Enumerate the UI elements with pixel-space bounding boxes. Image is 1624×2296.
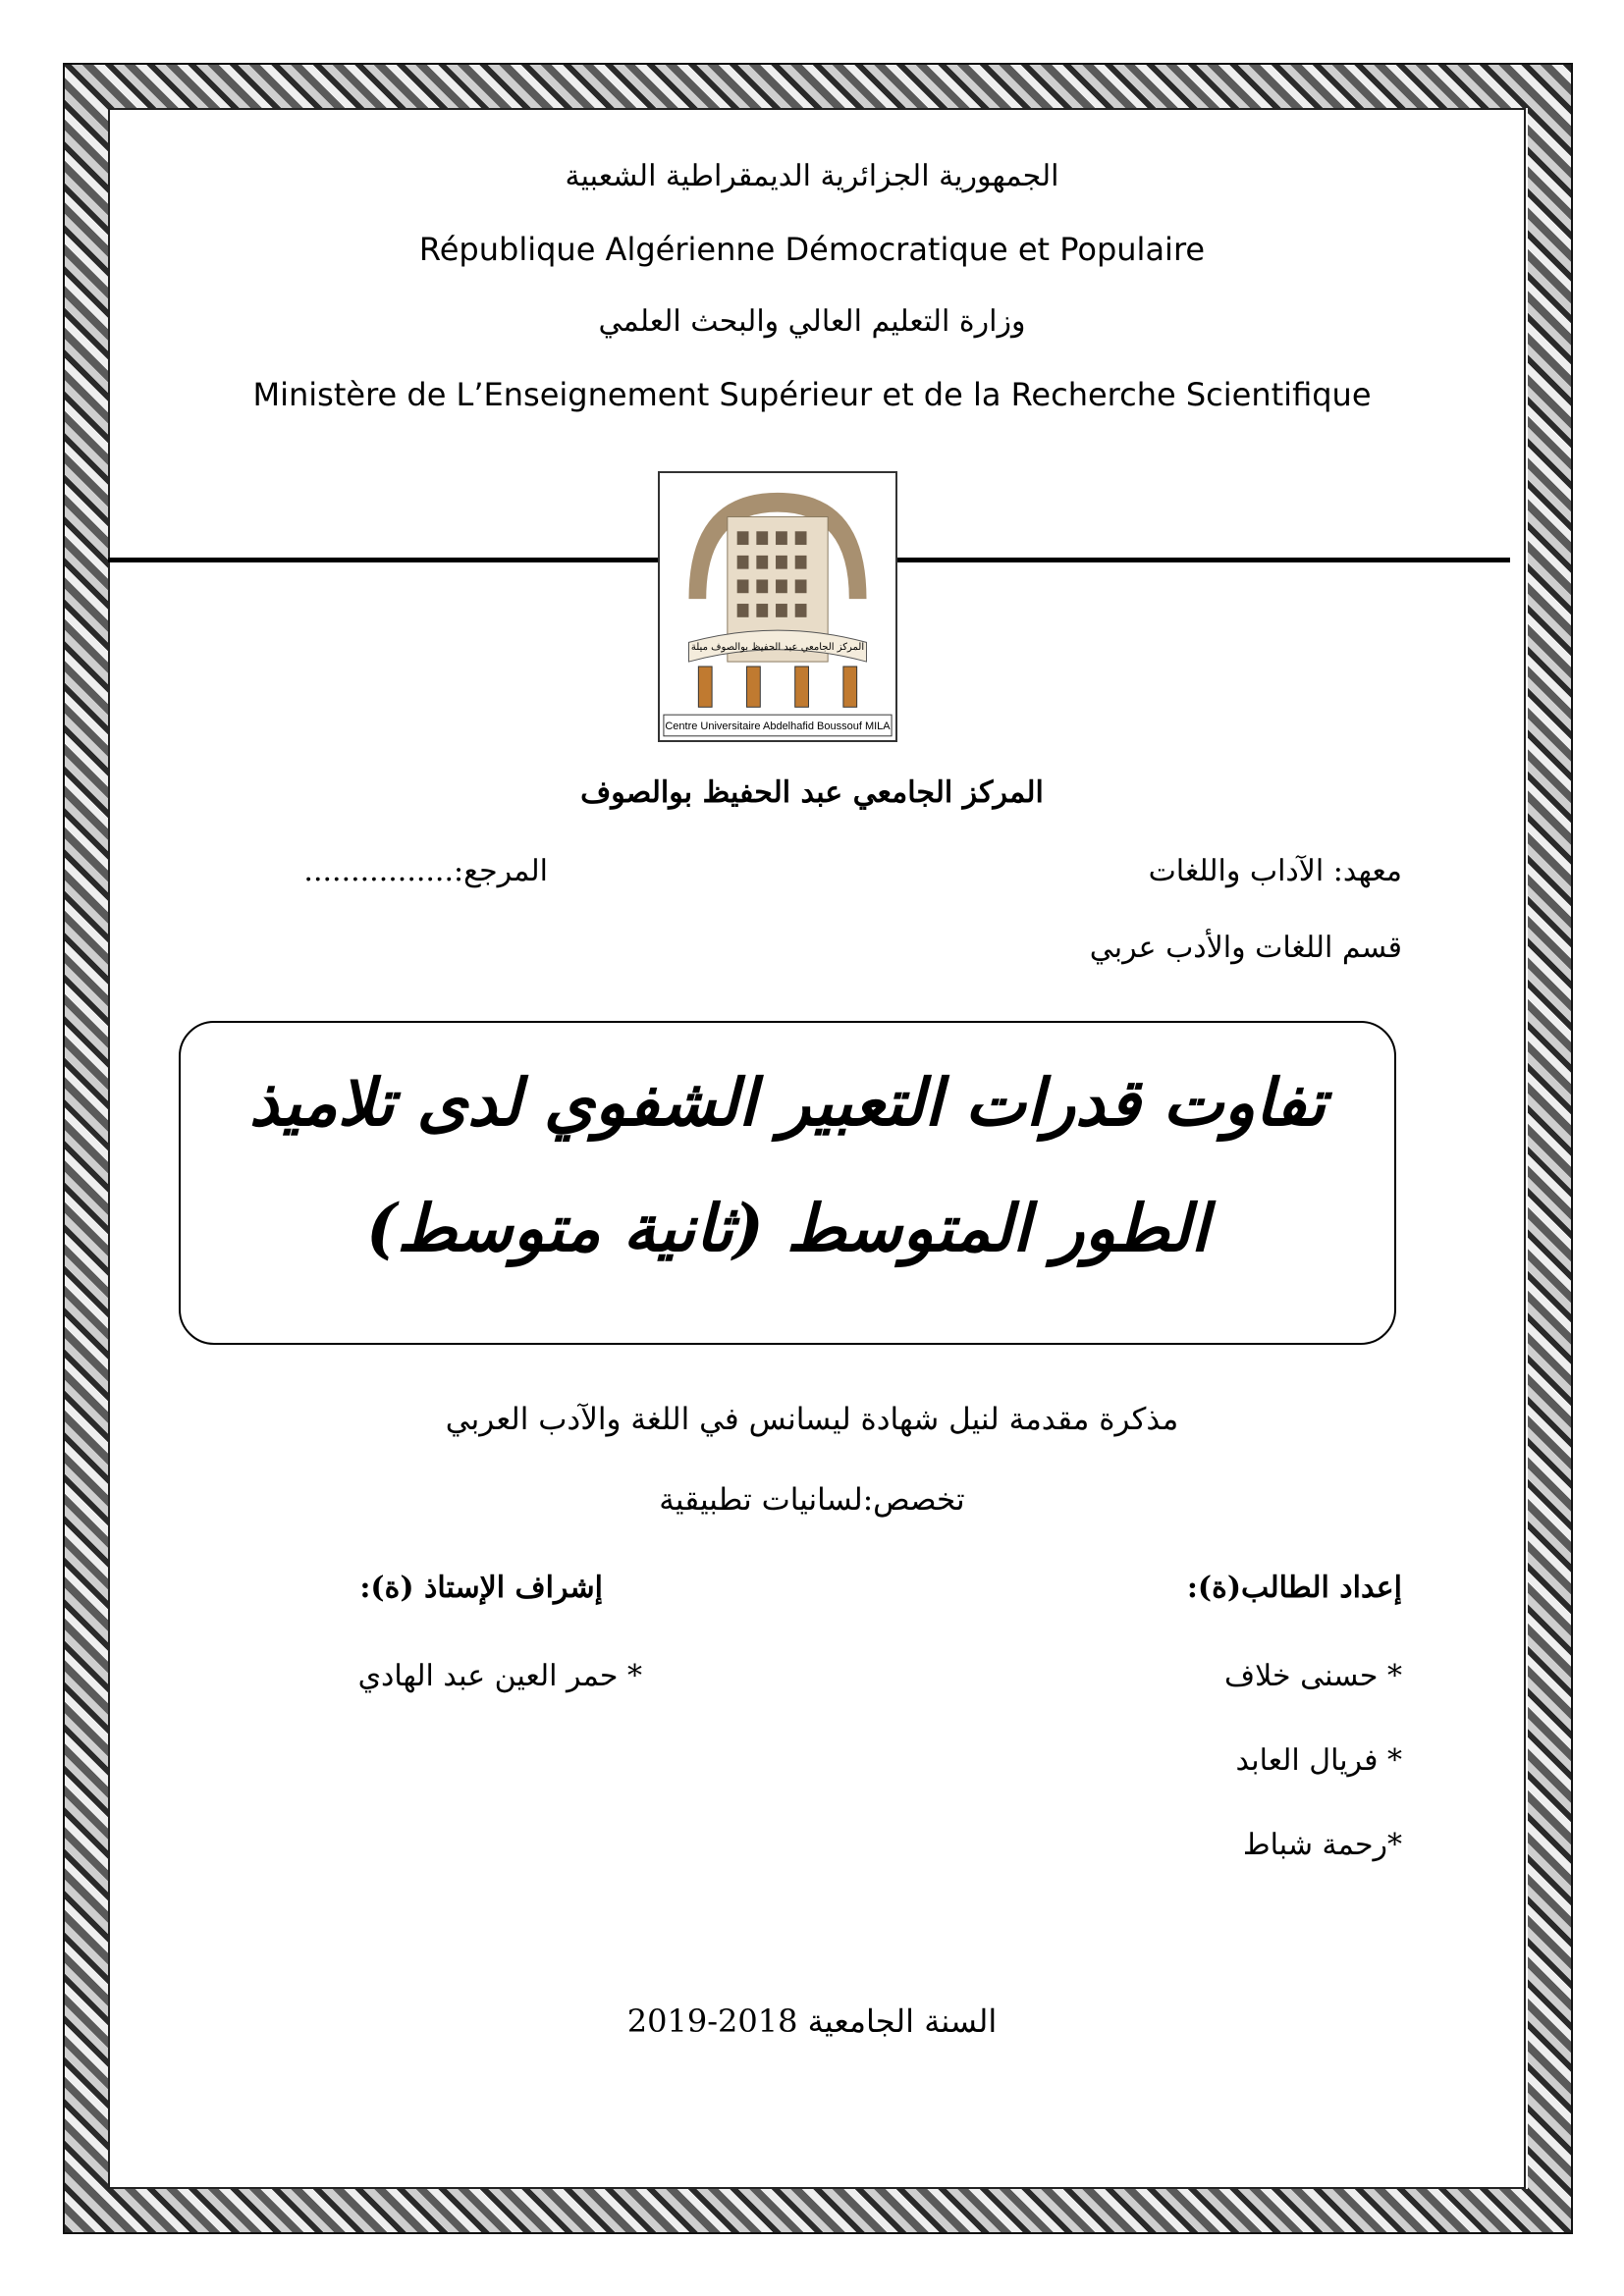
- institute-label: معهد: الآداب واللغات: [1148, 854, 1402, 888]
- logo-banner: المركز الجامعي عبد الحفيظ بوالصوف ميلة: [690, 642, 865, 653]
- degree-specialty: تخصص:لسانيات تطبيقية: [659, 1482, 965, 1518]
- department-label: قسم اللغات والأدب عربي: [1089, 931, 1402, 965]
- center-name: المركز الجامعي عبد الحفيظ بوالصوف: [580, 775, 1044, 810]
- degree-memo: مذكرة مقدمة لنيل شهادة ليسانس في اللغة والآدب العربي: [445, 1402, 1179, 1437]
- title-box: [179, 1021, 1396, 1345]
- republic-french: République Algérienne Démocratique et Populaire: [418, 231, 1206, 268]
- academic-year: السنة الجامعية 2018-2019: [626, 2002, 998, 2040]
- reference-label: المرجع:................: [303, 854, 548, 888]
- ministry-arabic: وزارة التعليم العالي والبحث العلمي: [598, 304, 1026, 339]
- student-name: * فريال العابد: [1235, 1743, 1402, 1778]
- student-name: *رحمة شباط: [1242, 1828, 1402, 1862]
- logo-caption: Centre Universitaire Abdelhafid Boussouf MILA: [665, 721, 891, 732]
- supervisor-name: * حمر العين عبد الهادي: [357, 1659, 642, 1693]
- header-rule-left: [108, 558, 658, 562]
- ministry-french: Ministère de L’Enseignement Supérieur et de la Recherche Scientifique: [252, 376, 1372, 413]
- header-rule-right: [897, 558, 1510, 562]
- republic-arabic: الجمهورية الجزائرية الديمقراطية الشعبية: [565, 159, 1059, 193]
- supervisor-heading: إشراف الإستاذ (ة):: [359, 1571, 603, 1605]
- title-line-2: الطور المتوسط (ثانية متوسط): [366, 1190, 1209, 1266]
- students-heading: إعداد الطالب(ة):: [1186, 1571, 1402, 1605]
- title-line-1: تفاوت قدرات التعبير الشفوي لدى تلاميذ: [248, 1064, 1326, 1141]
- university-logo: [658, 471, 897, 742]
- student-name: * حسنى خلاف: [1224, 1659, 1402, 1693]
